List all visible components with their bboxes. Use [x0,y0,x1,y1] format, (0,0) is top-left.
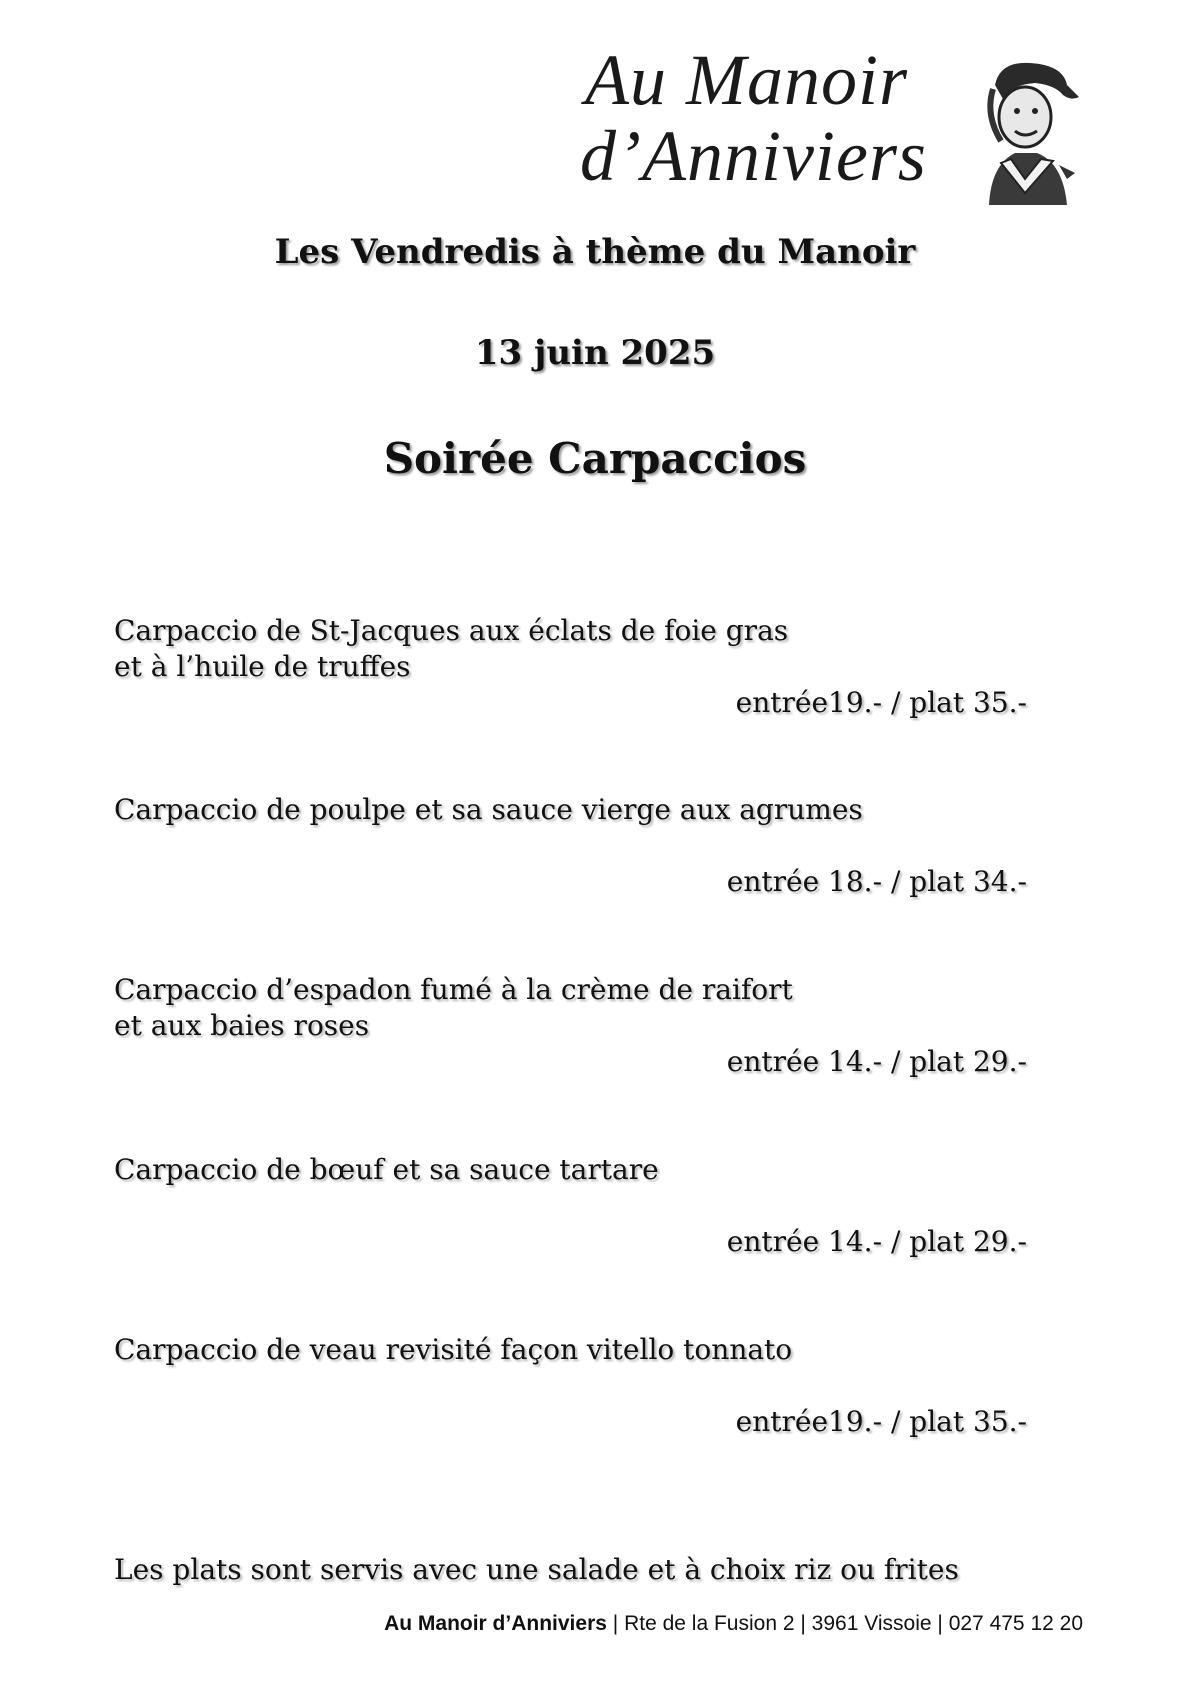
event-date: 13 juin 2025 [474,333,716,373]
menu-item-name [114,792,974,828]
menu-item-line: Carpaccio de veau revisité façon vitello tonnato [114,1333,793,1366]
footer-city: 3961 Vissoie [811,1612,932,1635]
menu-item-name [114,1332,974,1368]
menu-item-name [114,972,974,1044]
page-title: Soirée Carpaccios [383,434,807,483]
menu-item-line: Carpaccio de poulpe et sa sauce vierge aux agrumes [114,793,863,826]
menu-item-line: Carpaccio d’espadon fumé à la crème de raifort [114,973,793,1006]
footer-contact [384,1612,1083,1636]
logo-line-2: d’Anniviers [580,116,927,196]
menu-item-price: entrée19.- / plat 35.- [735,1405,1027,1438]
footer-phone: 027 475 12 20 [948,1612,1083,1635]
menu-item-line: Carpaccio de bœuf et sa sauce tartare [114,1153,659,1186]
menu-item-name [114,613,974,685]
menu-item-price: entrée 14.- / plat 29.- [726,1045,1027,1078]
footer-restaurant-name: Au Manoir d’Anniviers [384,1612,607,1635]
restaurant-logo-text [540,42,930,194]
serving-notice: Les plats sont servis avec une salade et à choix riz ou frites [114,1553,959,1586]
menu-item-line: et à l’huile de truffes [114,650,411,683]
footer-separator: | [612,1612,619,1635]
footer-separator: | [937,1612,943,1635]
logo-line-1: Au Manoir [585,40,908,120]
footer-address: Rte de la Fusion 2 [624,1612,795,1635]
menu-item-line: et aux baies roses [114,1009,370,1042]
theme-heading: Les Vendredis à thème du Manoir [274,232,916,272]
menu-item-price: entrée19.- / plat 35.- [735,686,1027,719]
footer-separator: | [800,1612,806,1635]
menu-item-price: entrée 14.- / plat 29.- [726,1225,1027,1258]
mascot-illustration [975,55,1085,210]
menu-item-name [114,1152,974,1188]
menu-item-price: entrée 18.- / plat 34.- [726,865,1027,898]
menu-item-line: Carpaccio de St-Jacques aux éclats de foie gras [114,614,789,647]
